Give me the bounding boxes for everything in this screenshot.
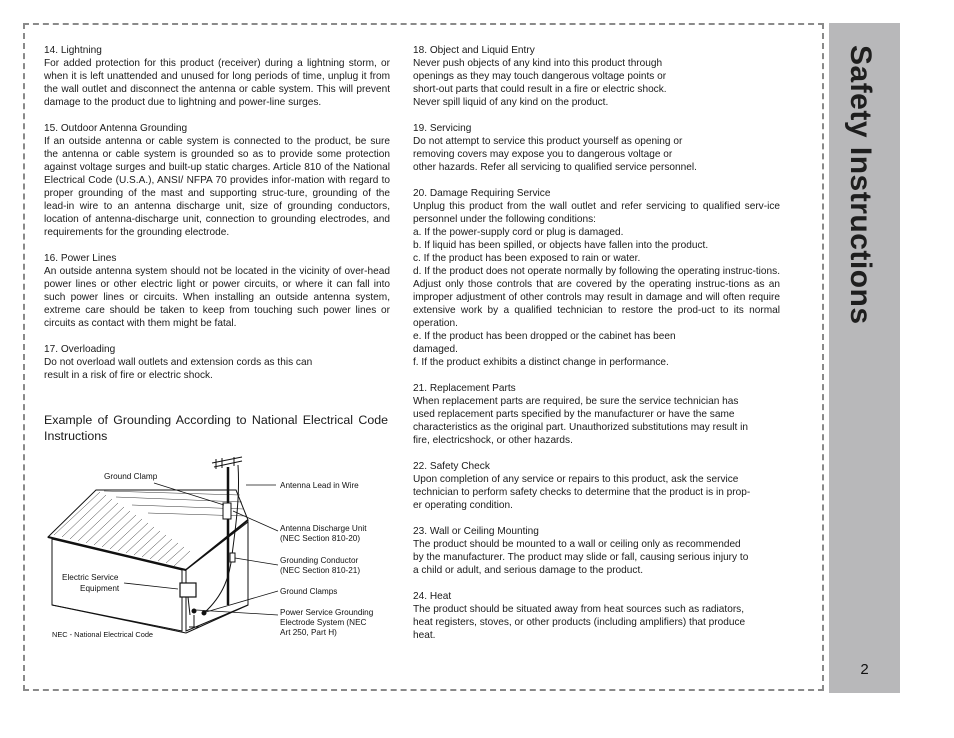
section-servicing <box>413 122 780 174</box>
section-line: removing covers may expose you to dangerous voltage or <box>413 149 673 160</box>
label-antenna-lead: Antenna Lead in Wire <box>280 481 359 490</box>
section-line: c. If the product has been exposed to rain or water. <box>413 253 641 264</box>
section-line: heat registers, stoves, or other products (including amplifiers) that produce <box>413 617 746 628</box>
section-line: heat. <box>413 630 436 641</box>
section-title: 20. Damage Requiring Service <box>413 188 551 199</box>
section-line: by the manufacturer. The product may slide or fall, causing serious injury to <box>413 552 749 563</box>
section-damage-service <box>413 187 780 369</box>
label-ground-clamps: Ground Clamps <box>280 587 338 596</box>
section-line: The product should be mounted to a wall or ceiling only as recommended <box>413 539 741 550</box>
label-electric-service: Electric Service <box>62 573 119 582</box>
label-art-250: Art 250, Part H) <box>280 628 337 637</box>
left-column <box>44 44 390 395</box>
section-line: Never push objects of any kind into this product through <box>413 58 663 69</box>
label-discharge-unit: Antenna Discharge Unit <box>280 524 367 533</box>
section-lightning <box>44 44 390 109</box>
label-electric-equipment: Equipment <box>80 584 120 593</box>
label-grounding-section: (NEC Section 810-21) <box>280 566 361 575</box>
section-title: 23. Wall or Ceiling Mounting <box>413 526 539 537</box>
section-line: b. If liquid has been spilled, or objects have fallen into the product. <box>413 240 709 251</box>
section-body: An outside antenna system should not be located in the vicinity of over-head power lines or other electric light or power circuits, or where it can fall into such power lines or circuits. When installing an outside antenna system, extreme care should be taken to keep from touching such power lines or circuits as contact with them might be fatal. <box>44 266 390 329</box>
section-line: a. If the power-supply cord or plug is damaged. <box>413 227 624 238</box>
section-line: Do not overload wall outlets and extension cords as this can <box>44 357 313 368</box>
section-line: openings as they may touch dangerous voltage points or <box>413 71 667 82</box>
section-title: 21. Replacement Parts <box>413 383 516 394</box>
section-line: other hazards. Refer all servicing to qualified service personnel. <box>413 162 697 173</box>
section-title: 16. Power Lines <box>44 253 117 264</box>
section-line: a child or adult, and serious damage to the product. <box>413 565 644 576</box>
sidebar <box>829 23 900 693</box>
section-title: 24. Heat <box>413 591 452 602</box>
label-electrode-system: Electrode System (NEC <box>280 618 367 627</box>
section-line: When replacement parts are required, be sure the service technician has <box>413 396 739 407</box>
section-line: Never spill liquid of any kind on the product. <box>413 97 609 108</box>
section-antenna-grounding <box>44 122 390 239</box>
section-overloading <box>44 343 390 382</box>
section-line: er operating condition. <box>413 500 513 511</box>
sidebar-title: Safety Instructions <box>844 45 877 325</box>
example-title: Example of Grounding According to National Electrical Code Instructions <box>44 413 388 443</box>
section-line: technician to perform safety checks to determine that the product is in prop- <box>413 487 751 498</box>
right-column <box>413 44 780 655</box>
section-line: short-out parts that could result in a fire or electric shock. <box>413 84 667 95</box>
section-line: Do not attempt to service this product yourself as opening or <box>413 136 683 147</box>
section-line: e. If the product has been dropped or the cabinet has been <box>413 331 676 342</box>
section-line: damaged. <box>413 344 458 355</box>
section-title: 19. Servicing <box>413 123 472 134</box>
section-line: f. If the product exhibits a distinct change in performance. <box>413 357 669 368</box>
section-title: 18. Object and Liquid Entry <box>413 45 535 56</box>
section-replacement-parts <box>413 382 780 447</box>
section-title: 17. Overloading <box>44 344 116 355</box>
section-body: For added protection for this product (receiver) during a lightning storm, or when it is left unattended and unused for long periods of time, unplug it from the wall outlet and disconnect the antenna or cable system. This will prevent damage to the product due to lightning and power-line surges. <box>44 58 390 108</box>
label-ground-clamp: Ground Clamp <box>104 472 158 481</box>
section-safety-check <box>413 460 780 512</box>
section-line: fire, electricshock, or other hazards. <box>413 435 573 446</box>
section-line: The product should be situated away from heat sources such as radiators, <box>413 604 745 615</box>
house-drawing <box>48 457 248 633</box>
section-power-lines <box>44 252 390 330</box>
section-title: 15. Outdoor Antenna Grounding <box>44 123 188 134</box>
section-body: Unplug this product from the wall outlet and refer servicing to qualified serv-ice personnel under the following conditions: <box>413 201 780 225</box>
label-nec-note: NEC - National Electrical Code <box>52 630 154 639</box>
section-title: 14. Lightning <box>44 45 102 56</box>
section-line: characteristics as the original part. Unauthorized substitutions may result in <box>413 422 748 433</box>
section-title: 22. Safety Check <box>413 461 490 472</box>
section-line: used replacement parts specified by the manufacturer or have the same <box>413 409 735 420</box>
section-object-liquid <box>413 44 780 109</box>
grounding-diagram <box>44 455 394 645</box>
section-line: result in a risk of fire or electric shock. <box>44 370 213 381</box>
section-body: d. If the product does not operate normally by following the operating instruc-tions. Adjust only those controls that are covered by the operating instruc-tions as an improper adjustment of other controls may result in damage and will often require extensive work by a qualified technician to restore the prod-uct to its normal operation. <box>413 266 780 329</box>
label-grounding-conductor: Grounding Conductor <box>280 556 359 565</box>
section-heat <box>413 590 780 642</box>
section-line: Upon completion of any service or repairs to this product, ask the service <box>413 474 739 485</box>
section-body: If an outside antenna or cable system is connected to the product, be sure the antenna or cable system is grounded so as to provide some protection against voltage surges and built-up static charges. Article 810 of the National Electrical Code (U.S.A.), ANSI/ NFPA 70 provides infor-mation with regard to proper grounding of the mast and supporting struc-ture, grounding of the lead-in wire to an antenna discharge unit, size of grounding conductors, location of antenna-discharge unit, connection to grounding electrodes, and requirements for the grounding electrode. <box>44 136 390 238</box>
label-discharge-section: (NEC Section 810-20) <box>280 534 361 543</box>
page-number: 2 <box>860 661 869 678</box>
label-power-service: Power Service Grounding <box>280 608 374 617</box>
section-wall-mounting <box>413 525 780 577</box>
